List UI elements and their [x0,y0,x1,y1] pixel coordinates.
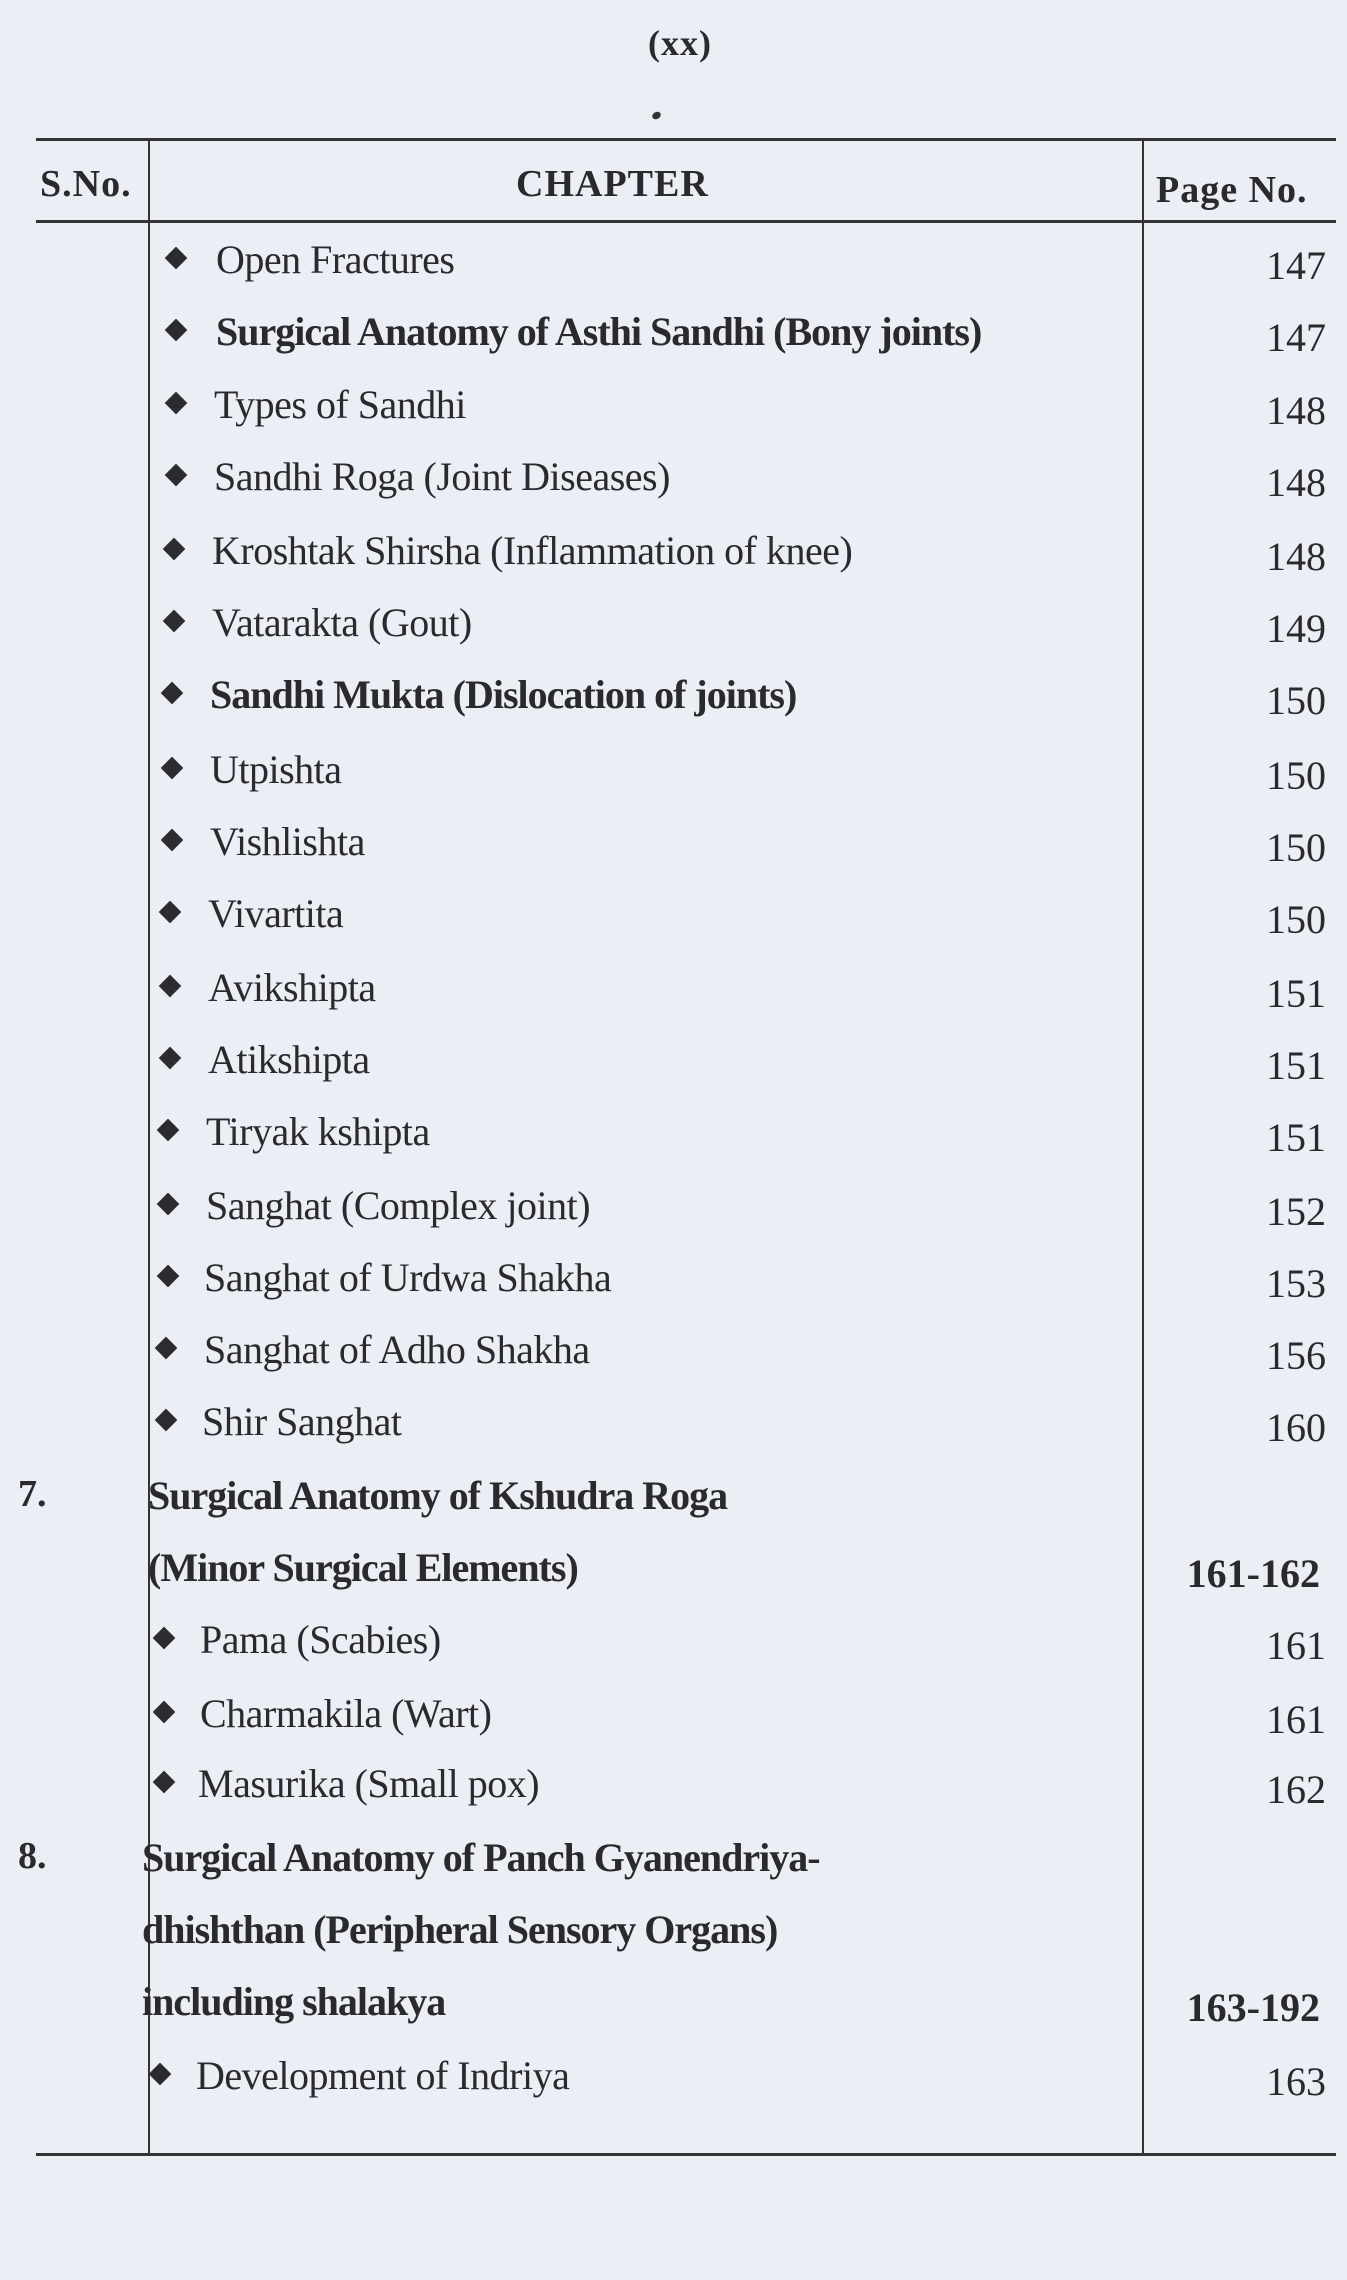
header-chapter: CHAPTER [516,163,709,205]
toc-row [18,1834,1336,1904]
toc-row [36,1760,1336,1830]
top-rule [36,138,1336,141]
chapter-title: Atikshipta [208,1037,370,1082]
chapter-title: Sandhi Mukta (Dislocation of joints) [210,672,797,717]
toc-row [36,818,1336,888]
page-number-cell: 160 [1266,1405,1326,1450]
page-number-cell: 161 [1266,1697,1326,1742]
page-number-cell: 153 [1266,1261,1326,1306]
serial-number: 7. [18,1473,47,1515]
chapter-title: Open Fractures [216,237,455,282]
diamond-bullet-icon [161,757,184,780]
page-number-cell: 148 [1266,460,1326,505]
diamond-bullet-icon [155,1409,178,1432]
page-number-cell: 156 [1266,1333,1326,1378]
diamond-bullet-icon [153,1771,176,1794]
toc-row [36,236,1336,306]
chapter-title: Sanghat of Urdwa Shakha [204,1255,612,1300]
toc-row [36,527,1336,597]
page-number-cell: 147 [1266,243,1326,288]
page-number-cell: 148 [1266,534,1326,579]
diamond-bullet-icon [157,1265,180,1288]
page-number-cell: 163 [1266,2059,1326,2104]
diamond-bullet-icon [163,538,186,561]
page-number-cell: 151 [1266,1043,1326,1088]
page-number-cell: 147 [1266,315,1326,360]
diamond-bullet-icon [163,610,186,633]
chapter-title: Vatarakta (Gout) [212,600,472,645]
toc-row [36,453,1336,523]
bottom-rule [36,2153,1336,2156]
chapter-title: Vishlishta [210,819,365,864]
page-number-cell: 152 [1266,1189,1326,1234]
toc-row [36,2052,1336,2122]
toc-row [36,671,1336,741]
page-number-cell: 148 [1266,388,1326,433]
diamond-bullet-icon [165,319,188,342]
toc-row [36,890,1336,960]
ink-speck [651,110,662,121]
chapter-title: dhishthan (Peripheral Sensory Organs) [142,1907,778,1952]
diamond-bullet-icon [161,829,184,852]
chapter-title: Shir Sanghat [202,1399,402,1444]
toc-row [36,1398,1336,1468]
header-sno: S.No. [40,163,132,205]
chapter-title: Surgical Anatomy of Kshudra Roga [148,1473,728,1518]
chapter-title: Vivartita [208,891,344,936]
toc-row [36,1616,1336,1686]
toc-row [36,381,1336,451]
diamond-bullet-icon [153,1701,176,1724]
page-number-cell: 150 [1266,678,1326,723]
chapter-title: Development of Indriya [196,2053,570,2098]
chapter-title: Tiryak kshipta [206,1109,430,1154]
page-number: (xx) [648,23,712,63]
chapter-title: Surgical Anatomy of Panch Gyanendriya- [142,1835,820,1880]
toc-row [36,308,1336,378]
diamond-bullet-icon [155,1337,178,1360]
chapter-title: Types of Sandhi [214,382,466,427]
toc-row [36,1978,1336,2048]
chapter-title: Masurika (Small pox) [198,1761,540,1806]
page-number-cell: 162 [1266,1767,1326,1812]
chapter-title: Utpishta [210,747,342,792]
diamond-bullet-icon [149,2063,172,2086]
chapter-title: (Minor Surgical Elements) [148,1545,578,1590]
toc-row [36,1690,1336,1760]
page-number-cell: 149 [1266,606,1326,651]
chapter-title: Avikshipta [208,965,376,1010]
diamond-bullet-icon [165,464,188,487]
page-number-cell: 151 [1266,1115,1326,1160]
toc-row [36,1108,1336,1178]
chapter-title: Sanghat (Complex joint) [206,1183,591,1228]
page-number-cell: 161-162 [1186,1551,1320,1596]
chapter-title: Pama (Scabies) [200,1617,441,1662]
page-number-cell: 163-192 [1186,1985,1320,2030]
page-number-cell: 161 [1266,1623,1326,1668]
toc-row [36,1326,1336,1396]
diamond-bullet-icon [153,1627,176,1650]
diamond-bullet-icon [165,392,188,415]
table-of-contents [18,138,1336,2158]
diamond-bullet-icon [161,682,184,705]
page-number-cell: 151 [1266,971,1326,1016]
diamond-bullet-icon [159,901,182,924]
toc-row [36,746,1336,816]
toc-row [36,1254,1336,1324]
toc-row [36,1036,1336,1106]
header-rule [36,220,1336,223]
toc-row [36,1182,1336,1252]
page-number-cell: 150 [1266,825,1326,870]
diamond-bullet-icon [157,1193,180,1216]
diamond-bullet-icon [157,1119,180,1142]
diamond-bullet-icon [159,1047,182,1070]
diamond-bullet-icon [159,975,182,998]
page-number-cell: 150 [1266,897,1326,942]
toc-row [36,1544,1336,1614]
header-page-no: Page No. [1156,169,1308,211]
chapter-title: Surgical Anatomy of Asthi Sandhi (Bony joints) [216,309,982,354]
chapter-title: Kroshtak Shirsha (Inflammation of knee) [212,528,853,573]
toc-row [36,1906,1336,1976]
toc-row [36,599,1336,669]
chapter-title: Sanghat of Adho Shakha [204,1327,590,1372]
chapter-title: Charmakila (Wart) [200,1691,492,1736]
chapter-title: Sandhi Roga (Joint Diseases) [214,454,670,499]
chapter-title: including shalakya [142,1979,446,2024]
toc-row [36,964,1336,1034]
toc-row [18,1472,1336,1542]
page-number-cell: 150 [1266,753,1326,798]
diamond-bullet-icon [165,247,188,270]
serial-number: 8. [18,1835,47,1877]
